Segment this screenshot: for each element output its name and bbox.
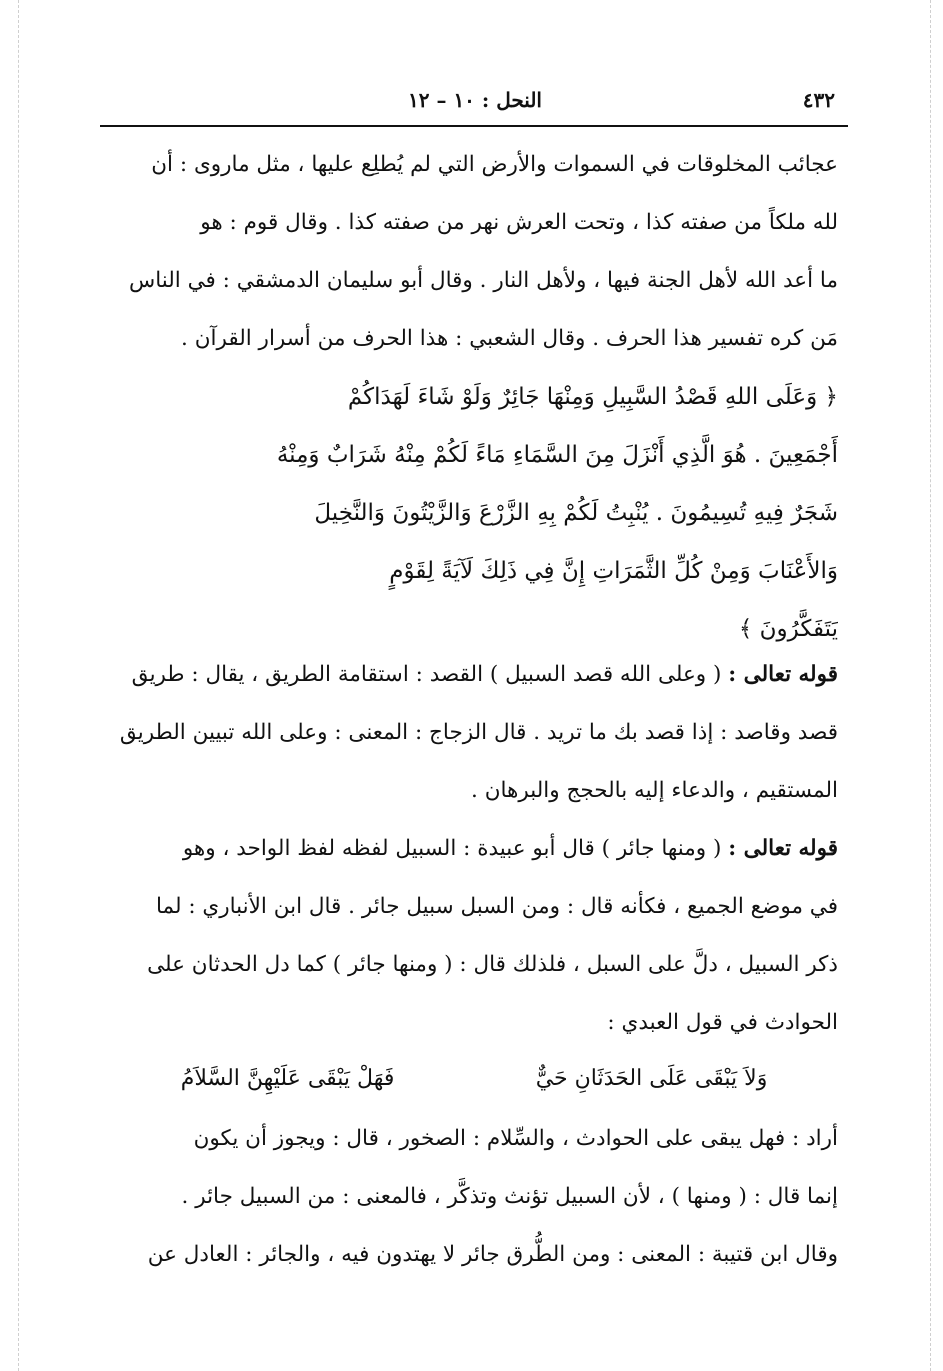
text-line: وقال ابن قتيبة : المعنى : ومن الطُّرق جائر لا يهتدون فيه ، والجائر : العادل عن <box>147 1242 838 1267</box>
quran-verse <box>110 368 838 658</box>
text-line: في موضع الجميع ، فكأنه قال : ومن السبل سبيل جائر . قال ابن الأنباري : لما <box>155 894 838 919</box>
page-header <box>115 88 835 118</box>
poem-first-hemistich: وَلاَ يَبْقَى عَلَى الحَدَثَانِ حَيٌّ <box>535 1066 768 1091</box>
verse-line: وَالأَعْنَابَ وَمِنْ كُلِّ الثَّمَرَاتِ إِنَّ فِي ذَلِكَ لَآيَةً لِقَوْمٍ <box>389 558 838 584</box>
header-rule <box>100 125 848 127</box>
text-line: المستقيم ، والدعاء إليه بالحجج والبرهان . <box>471 778 838 803</box>
text-line: الحوادث في قول العبدي : <box>607 1010 838 1035</box>
commentary-paragraph-1 <box>110 646 838 820</box>
verse-line: يَتَفَكَّرُونَ ﴾ <box>738 616 838 642</box>
commentary-text: ( وعلى الله قصد السبيل ) القصد : استقامة الطريق ، يقال : طريق <box>131 662 729 687</box>
text-line <box>110 820 838 878</box>
commentary-paragraph-2 <box>110 820 838 1052</box>
intro-paragraph <box>110 136 838 368</box>
commentary-paragraph-3 <box>110 1110 838 1284</box>
text-line: ذكر السبيل ، دلَّ على السبل ، فلذلك قال : ( ومنها جائر ) كما دل الحدثان على <box>147 952 838 977</box>
poem-second-hemistich: فَهَلْ يَبْقَى عَلَيْهِنَّ السَّلاَمُ <box>180 1066 395 1091</box>
text-line: قصد وقاصد : إذا قصد بك ما تريد . قال الزجاج : المعنى : وعلى الله تبيين الطريق <box>119 720 838 745</box>
text-line: مَن كره تفسير هذا الحرف . وقال الشعبي : هذا الحرف من أسرار القرآن . <box>181 326 838 351</box>
verse-line: أَجْمَعِينَ . هُوَ الَّذِي أَنْزَلَ مِنَ السَّمَاءِ مَاءً لَكُمْ مِنْهُ شَرَابٌ وَمِنْهُ <box>276 442 838 468</box>
text-line: إنما قال : ( ومنها ) ، لأن السبيل تؤنث وتذكَّر ، فالمعنى : من السبيل جائر . <box>181 1184 838 1209</box>
text-line: لله ملكاً من صفته كذا ، وتحت العرش نهر من صفته كذا . وقال قوم : هو <box>200 210 838 235</box>
text-line: عجائب المخلوقات في السموات والأرض التي لم يُطلِع عليها ، مثل ماروى : أن <box>151 152 838 177</box>
text-line: أراد : فهل يبقى على الحوادث ، والسِّلام : الصخور ، قال : ويجوز أن يكون <box>193 1126 838 1151</box>
commentary-lead: قوله تعالى : <box>728 836 838 861</box>
verse-line: شَجَرٌ فِيهِ تُسِيمُونَ . يُنْبِتُ لَكُمْ بِهِ الزَّرْعَ وَالزَّيْتُونَ وَالنَّخِيلَ <box>314 500 838 526</box>
verse-line: ﴿ وَعَلَى اللهِ قَصْدُ السَّبِيلِ وَمِنْهَا جَائِرٌ وَلَوْ شَاءَ لَهَدَاكُمْ <box>347 384 838 410</box>
page-number: ٤٣٢ <box>802 88 835 112</box>
commentary-lead: قوله تعالى : <box>728 662 838 687</box>
commentary-text: ( ومنها جائر ) قال أبو عبيدة : السبيل لفظه لفظ الواحد ، وهو <box>182 836 729 861</box>
surah-title: النحل : ١٠ – ١٢ <box>408 88 542 112</box>
text-line <box>110 646 838 704</box>
text-line: ما أعد الله لأهل الجنة فيها ، ولأهل النار . وقال أبو سليمان الدمشقي : في الناس <box>128 268 838 293</box>
poem-verse <box>110 1050 838 1108</box>
